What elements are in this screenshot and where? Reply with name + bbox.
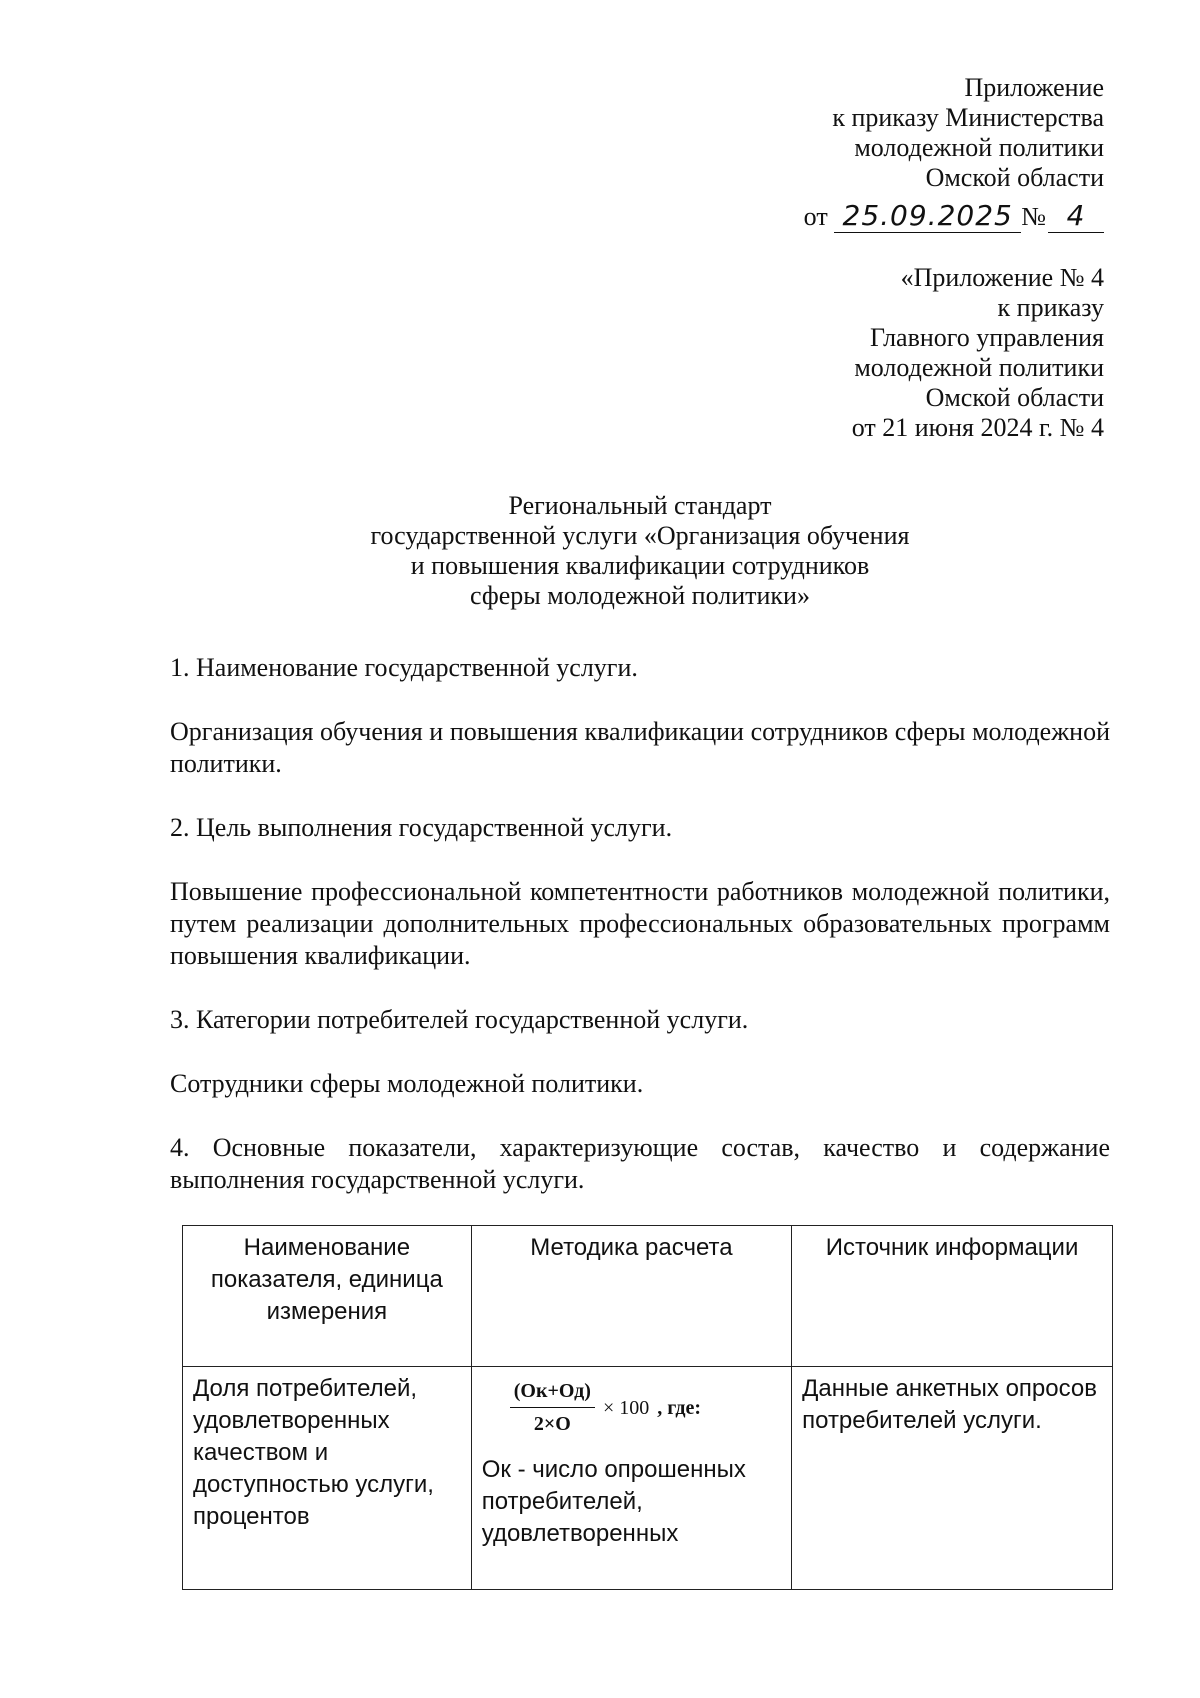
title-line-1: Региональный стандарт: [508, 491, 772, 520]
section-1-heading: 1. Наименование государственной услуги.: [170, 653, 638, 682]
handwritten-number: 4: [1048, 200, 1104, 233]
header-method: Методика расчета: [471, 1226, 791, 1367]
calculation-formula: [510, 1375, 781, 1440]
header-indicator-name: Наименование показателя, единица измерения: [183, 1226, 472, 1367]
table-header-row: [183, 1226, 1113, 1367]
header-line-1: Приложение: [964, 73, 1104, 102]
prev-appendix-line-5: Омской области: [925, 383, 1104, 412]
header-line-2: к приказу Министерства: [832, 103, 1104, 132]
prev-appendix-line-2: к приказу: [997, 293, 1104, 322]
table-row: [183, 1367, 1113, 1590]
date-prefix: от: [803, 202, 828, 231]
header-line-4: Омской области: [925, 163, 1104, 192]
prev-appendix-line-3: Главного управления: [870, 323, 1104, 352]
method-text: Ок - число опрошенных потребителей, удовлетворенных: [481, 1456, 746, 1547]
header-line-3: молодежной политики: [854, 133, 1104, 162]
header-source: Источник информации: [792, 1226, 1113, 1367]
title-line-4: сферы молодежной политики»: [470, 581, 810, 610]
section-4-heading: 4. Основные показатели, характеризующие состав, качество и содержание выполнения государственной услуги.: [170, 1133, 1110, 1194]
section-3-heading: 3. Категории потребителей государственной услуги.: [170, 1005, 749, 1034]
indicators-table: [182, 1225, 1113, 1590]
formula-fraction: [510, 1375, 595, 1440]
cell-method: [471, 1367, 791, 1590]
handwritten-date: 25.09.2025: [834, 200, 1021, 233]
formula-denominator: 2×О: [533, 1413, 571, 1435]
cell-source: Данные анкетных опросов потребителей услуги.: [792, 1367, 1113, 1590]
section-3-body: Сотрудники сферы молодежной политики.: [170, 1069, 644, 1098]
title-line-3: и повышения квалификации сотрудников: [410, 551, 870, 580]
order-date-line: [804, 200, 1104, 233]
cell-indicator-name: Доля потребителей, удовлетворенных качеством и доступностью услуги, процентов: [183, 1367, 472, 1590]
formula-numerator: (Ок+Од): [510, 1375, 595, 1408]
prev-appendix-line-6: от 21 июня 2024 г. № 4: [851, 413, 1104, 442]
formula-suffix: , где:: [657, 1396, 701, 1419]
section-2-heading: 2. Цель выполнения государственной услуги.: [170, 813, 673, 842]
number-sign: №: [1021, 202, 1046, 231]
title-line-2: государственной услуги «Организация обучения: [370, 521, 910, 550]
prev-appendix-line-1: «Приложение № 4: [900, 263, 1104, 292]
section-2-body: Повышение профессиональной компетентности работников молодежной политики, путем реализации дополнительных профессиональных образовательных программ повышения квалификации.: [170, 877, 1110, 970]
prev-appendix-line-4: молодежной политики: [854, 353, 1104, 382]
section-1-body: Организация обучения и повышения квалификации сотрудников сферы молодежной политики.: [170, 717, 1110, 778]
formula-multiplier: × 100: [602, 1396, 650, 1419]
